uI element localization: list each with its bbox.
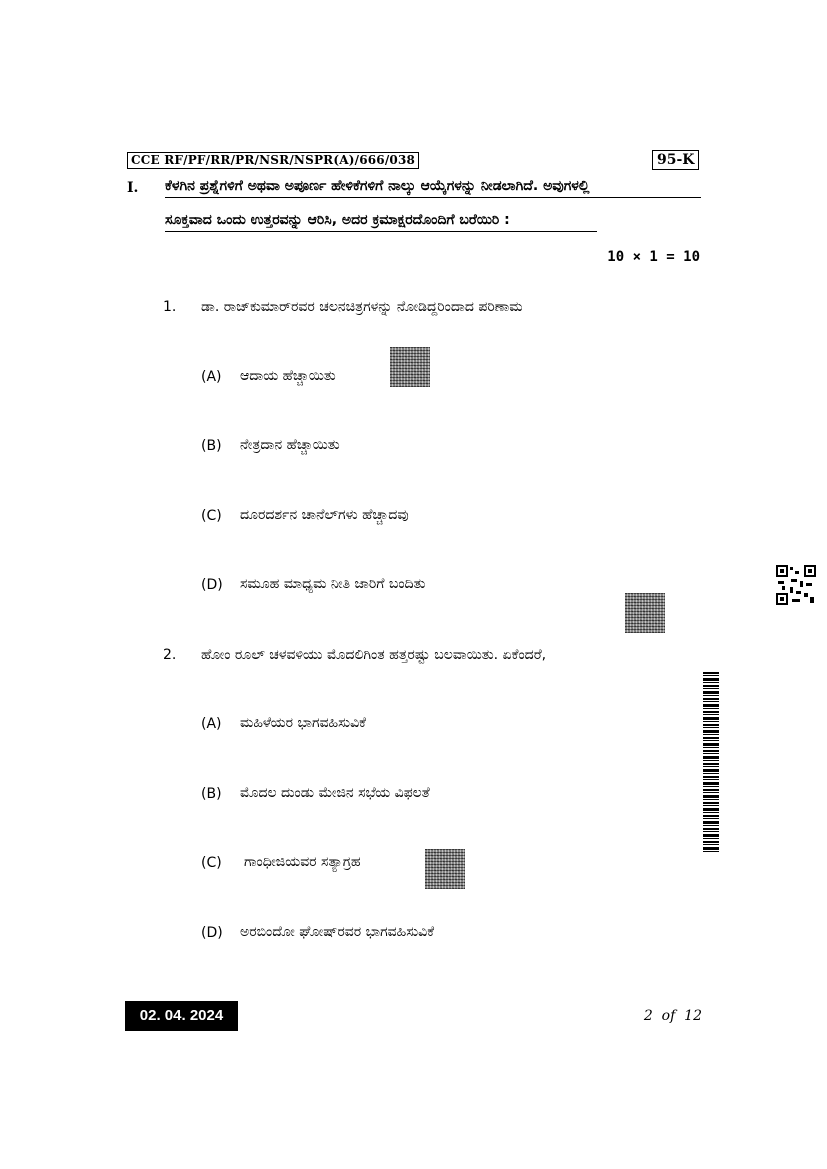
section-number: I.: [127, 180, 139, 196]
option-letter: (A): [201, 369, 222, 385]
option-text: ಗಾಂಧೀಜಿಯವರ ಸತ್ಯಾಗ್ರಹ: [244, 854, 361, 870]
paper-code: 95-K: [652, 150, 699, 170]
barcode-icon: [703, 672, 719, 854]
option-letter: (B): [201, 786, 222, 802]
question-number: 2.: [163, 647, 177, 663]
option-text: ದೂರದರ್ಶನ ಚಾನೆಲ್‌ಗಳು ಹೆಚ್ಚಾದವು: [240, 507, 409, 523]
option-letter: (B): [201, 438, 222, 454]
question-number: 1.: [163, 299, 177, 315]
option-text: ಸಮೂಹ ಮಾಧ್ಯಮ ನೀತಿ ಜಾರಿಗೆ ಬಂದಿತು: [240, 576, 426, 592]
option-text: ನೇತ್ರದಾನ ಹೆಚ್ಚಾಯಿತು: [240, 437, 340, 453]
noise-pattern-image: [390, 347, 430, 387]
question-text: ಹೋಂ ರೂಲ್ ಚಳವಳಿಯು ಮೊದಲಿಗಿಂತ ಹತ್ತರಷ್ಟು ಬಲವಾಯಿತು. ಏಕೆಂದರೆ,: [201, 647, 547, 663]
option-letter: (D): [201, 577, 223, 593]
option-letter: (A): [201, 716, 222, 732]
option-text: ಅರಬಿಂದೋ ಘೋಷ್‌ರವರ ಭಾಗವಹಿಸುವಿಕೆ: [240, 924, 435, 940]
option-letter: (C): [201, 508, 222, 524]
instruction-line-2: ಸೂಕ್ತವಾದ ಒಂದು ಉತ್ತರವನ್ನು ಆರಿಸಿ, ಅದರ ಕ್ರಮಾಕ್ಷರದೊಂದಿಗೆ ಬರೆಯಿರಿ :: [165, 212, 597, 232]
option-text: ಮಹಿಳೆಯರ ಭಾಗವಹಿಸುವಿಕೆ: [240, 715, 366, 731]
qr-code-icon: [776, 565, 816, 605]
page-number: 2 of 12: [643, 1008, 702, 1024]
exam-code: CCE RF/PF/RR/PR/NSR/NSPR(A)/666/038: [127, 152, 419, 169]
option-text: ಆದಾಯ ಹೆಚ್ಚಾಯಿತು: [240, 368, 336, 384]
exam-date: 02. 04. 2024: [125, 1001, 238, 1031]
option-letter: (D): [201, 925, 223, 941]
option-text: ಮೊದಲ ದುಂಡು ಮೇಜಿನ ಸಭೆಯ ವಿಫಲತೆ: [240, 785, 430, 801]
option-letter: (C): [201, 855, 222, 871]
noise-pattern-image: [425, 849, 465, 889]
instruction-line-1: ಕೆಳಗಿನ ಪ್ರಶ್ನೆಗಳಿಗೆ ಅಥವಾ ಅಪೂರ್ಣ ಹೇಳಿಕೆಗಳಿಗೆ ನಾಲ್ಕು ಆಯ್ಕೆಗಳನ್ನು ನೀಡಲಾಗಿದೆ. ಅವುಗಳಲ್ಲಿ: [165, 178, 701, 198]
noise-pattern-image: [625, 593, 665, 633]
marks-scheme: 10 × 1 = 10: [607, 249, 700, 265]
question-text: ಡಾ. ರಾಜ್‌ಕುಮಾರ್‌ರವರ ಚಲನಚಿತ್ರಗಳನ್ನು ನೋಡಿದ್ದರಿಂದಾದ ಪರಿಣಾಮ: [201, 299, 523, 315]
